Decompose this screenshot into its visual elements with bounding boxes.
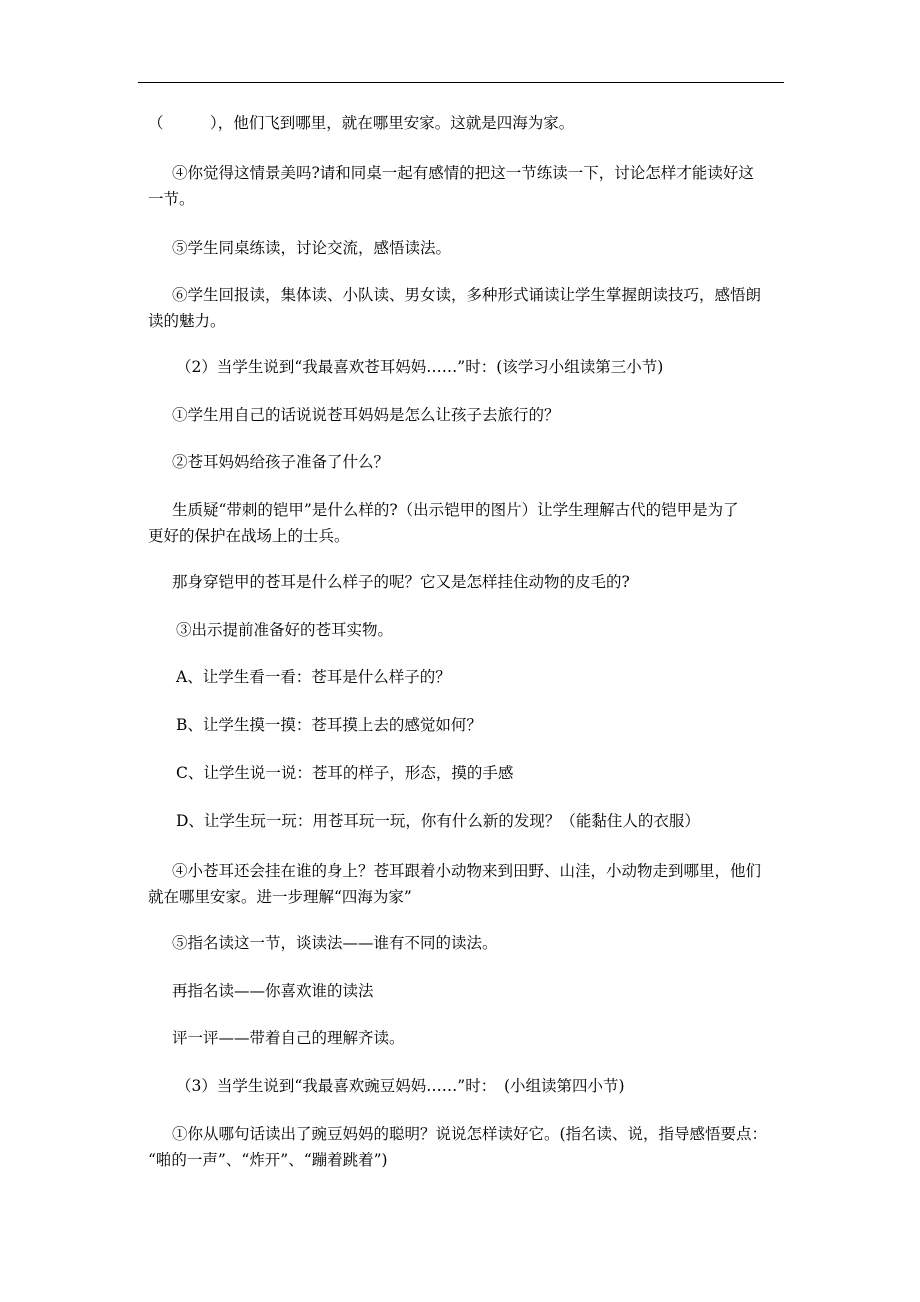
paragraph-5 bbox=[176, 354, 816, 380]
paragraph-3 bbox=[172, 235, 812, 261]
text-line: ⑥学生回报读，集体读、小队读、男女读，多种形式诵读让学生掌握朗读技巧，感悟朗 bbox=[172, 286, 762, 304]
text-line: 再指名读——你喜欢谁的读法 bbox=[172, 982, 374, 1000]
text-line: D、让学生玩一玩：用苍耳玩一玩，你有什么新的发现？（能黏住人的衣服） bbox=[176, 812, 700, 830]
text-line: （ ），他们飞到哪里，就在哪里安家。这就是四海为家。 bbox=[148, 114, 575, 132]
paragraph-14 bbox=[176, 808, 816, 834]
text-line: 那身穿铠甲的苍耳是什么样子的呢？它又是怎样挂住动物的皮毛的? bbox=[172, 573, 630, 591]
text-line: ④你觉得这情景美吗?请和同桌一起有感情的把这一节练读一下，讨论怎样才能读好这 bbox=[172, 164, 754, 182]
paragraph-15 bbox=[148, 858, 792, 910]
text-line: ①你从哪句话读出了豌豆妈妈的聪明？说说怎样读好它。(指名读、说，指导感悟要点： bbox=[172, 1125, 768, 1143]
paragraph-2 bbox=[148, 160, 792, 212]
paragraph-12 bbox=[176, 712, 816, 738]
paragraph-10 bbox=[176, 617, 816, 643]
text-line: 评一评——带着自己的理解齐读。 bbox=[172, 1029, 405, 1047]
header-rule bbox=[138, 82, 784, 83]
text-line: ②苍耳妈妈给孩子准备了什么？ bbox=[172, 453, 390, 471]
paragraph-6 bbox=[172, 402, 812, 428]
paragraph-1 bbox=[148, 110, 788, 136]
paragraph-9 bbox=[172, 569, 812, 595]
text-line: ④小苍耳还会挂在谁的身上？苍耳跟着小动物来到田野、山洼，小动物走到哪里，他们 bbox=[172, 862, 762, 880]
text-line: 就在哪里安家。进一步理解“四海为家” bbox=[148, 888, 412, 906]
paragraph-13 bbox=[176, 760, 816, 786]
text-line: 读的魅力。 bbox=[148, 312, 226, 330]
text-line: ⑤学生同桌练读，讨论交流，感悟读法。 bbox=[172, 239, 452, 257]
paragraph-7 bbox=[172, 449, 812, 475]
paragraph-17 bbox=[172, 978, 812, 1004]
paragraph-11 bbox=[176, 664, 816, 690]
text-line: “啪的一声”、“炸开”、“蹦着跳着”) bbox=[148, 1151, 388, 1169]
text-line: 一节。 bbox=[148, 190, 195, 208]
paragraph-4 bbox=[148, 282, 792, 334]
text-line: 更好的保护在战场上的士兵。 bbox=[148, 527, 350, 545]
paragraph-18 bbox=[172, 1025, 812, 1051]
text-line: ①学生用自己的话说说苍耳妈妈是怎么让孩子去旅行的？ bbox=[172, 406, 560, 424]
paragraph-20 bbox=[148, 1121, 792, 1173]
text-line: ③出示提前准备好的苍耳实物。 bbox=[176, 621, 394, 639]
text-line: 生质疑“带刺的铠甲”是什么样的?（出示铠甲的图片）让学生理解古代的铠甲是为了 bbox=[172, 501, 739, 519]
paragraph-19 bbox=[176, 1073, 816, 1099]
text-line: （3）当学生说到“我最喜欢豌豆妈妈……”时： (小组读第四小节) bbox=[176, 1077, 625, 1095]
paragraph-8 bbox=[148, 497, 792, 549]
text-line: B、让学生摸一摸：苍耳摸上去的感觉如何？ bbox=[176, 716, 482, 734]
text-line: A、让学生看一看：苍耳是什么样子的？ bbox=[176, 668, 451, 686]
paragraph-16 bbox=[172, 930, 812, 956]
text-line: ⑤指名读这一节，谈读法——谁有不同的读法。 bbox=[172, 934, 498, 952]
text-line: （2）当学生说到“我最喜欢苍耳妈妈……”时：(该学习小组读第三小节) bbox=[176, 358, 664, 376]
text-line: C、让学生说一说：苍耳的样子，形态，摸的手感 bbox=[176, 764, 514, 782]
